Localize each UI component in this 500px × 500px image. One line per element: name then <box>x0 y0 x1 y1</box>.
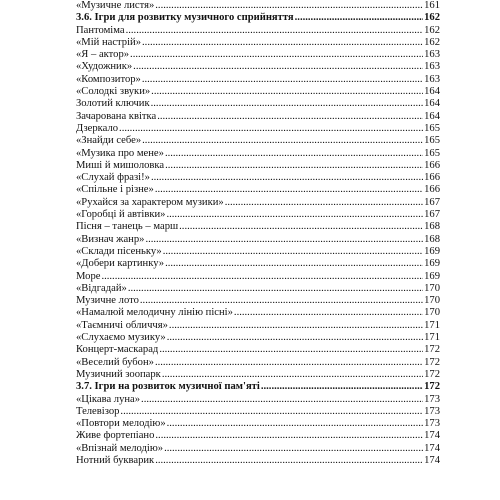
toc-entry-title: «Таємничі обличчя» <box>76 319 168 331</box>
dot-leader <box>162 369 423 381</box>
dot-leader <box>142 135 423 147</box>
toc-entry-title: «Художник» <box>76 61 133 73</box>
toc-entry <box>76 148 440 160</box>
toc-entry-page: 173 <box>424 418 440 430</box>
toc-entry-title: Миші й мишоловка <box>76 159 165 171</box>
toc-entry-page: 166 <box>424 172 440 184</box>
toc-entry-page: 169 <box>424 245 440 257</box>
toc-entry <box>76 74 440 86</box>
toc-entry <box>76 295 440 307</box>
toc-section-title: 3.7. Ігри на розвиток музичної пам'яті <box>76 381 260 393</box>
toc-entry-title: «Музика про мене» <box>76 147 164 159</box>
toc-entry <box>76 160 440 172</box>
toc-entry-title: Зачарована квітка <box>76 110 157 122</box>
toc-entry-title: «Намалюй мелодичну лінію пісні» <box>76 307 233 319</box>
toc-entry <box>76 455 440 467</box>
dot-leader <box>151 98 423 110</box>
toc-entry-page: 171 <box>424 319 440 331</box>
toc-section-heading <box>76 12 440 24</box>
dot-leader <box>133 61 423 73</box>
toc-entry-page: 174 <box>424 454 440 466</box>
toc-entry-page: 164 <box>424 98 440 110</box>
toc-entry-title: Золотий ключик <box>76 98 150 110</box>
toc-entry-page: 166 <box>424 184 440 196</box>
dot-leader <box>126 25 424 37</box>
toc-entry-title: Нотний букварик <box>76 454 155 466</box>
toc-entry <box>76 283 440 295</box>
toc-entry <box>76 197 440 209</box>
toc-entry <box>76 221 440 233</box>
toc-entry <box>76 86 440 98</box>
toc-entry <box>76 344 440 356</box>
toc-entry <box>76 369 440 381</box>
toc-entry-page: 173 <box>424 405 440 417</box>
toc-entry-title: «Склади пісеньку» <box>76 245 162 257</box>
dot-leader <box>145 234 423 246</box>
dot-leader <box>234 307 423 319</box>
toc-entry-title: «Музичне листя» <box>76 0 155 11</box>
toc-entry-page: 172 <box>424 381 440 393</box>
dot-leader <box>120 406 423 418</box>
dot-leader <box>130 49 423 61</box>
toc-entry-page: 165 <box>424 147 440 159</box>
toc-entry-page: 165 <box>424 122 440 134</box>
toc-entry-title: «Спільне і різне» <box>76 184 154 196</box>
toc-entry-page: 165 <box>424 135 440 147</box>
toc-entry <box>76 135 440 147</box>
toc-entry-title: «Я – актор» <box>76 49 130 61</box>
toc-entry-title: Музичне лото <box>76 295 139 307</box>
toc-entry <box>76 172 440 184</box>
toc-entry-title: «Слухаємо музику» <box>76 332 166 344</box>
toc-entry-title: «Солодкі звуки» <box>76 86 151 98</box>
toc-entry-title: Живе фортепіано <box>76 430 155 442</box>
dot-leader <box>151 172 423 184</box>
toc-entry-page: 163 <box>424 73 440 85</box>
dot-leader <box>151 86 423 98</box>
toc-entry-page: 161 <box>424 0 440 11</box>
toc-entry-title: «Повтори мелодію» <box>76 418 166 430</box>
toc-entry <box>76 430 440 442</box>
toc-entry-title: «Знайди себе» <box>76 135 142 147</box>
dot-leader <box>165 258 423 270</box>
toc-entry-title: «Рухайся за характером музики» <box>76 196 224 208</box>
toc-entry-page: 164 <box>424 110 440 122</box>
toc-entry-page: 174 <box>424 430 440 442</box>
dot-leader <box>155 0 423 12</box>
dot-leader <box>164 443 423 455</box>
toc-entry-title: Дзеркало <box>76 122 119 134</box>
dot-leader <box>169 320 423 332</box>
dot-leader <box>128 283 423 295</box>
toc-entry-title: «Композитор» <box>76 73 141 85</box>
dot-leader <box>119 123 423 135</box>
dot-leader <box>261 381 423 393</box>
toc-entry-title: Концерт-маскарад <box>76 344 159 356</box>
toc-entry-page: 162 <box>424 36 440 48</box>
toc-entry-page: 162 <box>424 24 440 36</box>
toc-entry-page: 162 <box>424 12 440 24</box>
toc-entry-title: «Добери картинку» <box>76 258 165 270</box>
toc-entry <box>76 98 440 110</box>
toc-entry-page: 164 <box>424 86 440 98</box>
toc-entry-page: 174 <box>424 442 440 454</box>
toc-entry-page: 169 <box>424 258 440 270</box>
toc-entry-page: 168 <box>424 233 440 245</box>
toc-entry-page: 168 <box>424 221 440 233</box>
toc-entry-title: Телевізор <box>76 405 120 417</box>
toc-entry <box>76 357 440 369</box>
toc-entry <box>76 258 440 270</box>
toc-entry-title: «Мій настрій» <box>76 36 142 48</box>
dot-leader <box>225 197 423 209</box>
toc-entry <box>76 234 440 246</box>
dot-leader <box>155 455 423 467</box>
dot-leader <box>295 12 423 24</box>
toc-entry-page: 167 <box>424 209 440 221</box>
toc-entry <box>76 49 440 61</box>
toc-entry <box>76 394 440 406</box>
dot-leader <box>155 184 423 196</box>
toc-entry <box>76 320 440 332</box>
toc-entry-title: Пантоміма <box>76 24 125 36</box>
toc-entry-page: 167 <box>424 196 440 208</box>
toc-entry <box>76 271 440 283</box>
toc-entry <box>76 123 440 135</box>
toc-entry-page: 170 <box>424 307 440 319</box>
dot-leader <box>142 37 423 49</box>
dot-leader <box>142 74 423 86</box>
toc-entry-page: 170 <box>424 295 440 307</box>
toc-entry-title: «Горобці й автівки» <box>76 209 166 221</box>
toc-entry <box>76 209 440 221</box>
dot-leader <box>167 332 423 344</box>
toc-entry-title: Пісня – танець – марш <box>76 221 179 233</box>
toc-entry-page: 172 <box>424 368 440 380</box>
toc-entry <box>76 37 440 49</box>
toc-entry <box>76 332 440 344</box>
table-of-contents <box>76 0 440 467</box>
toc-entry <box>76 246 440 258</box>
toc-entry-page: 172 <box>424 344 440 356</box>
toc-entry-page: 163 <box>424 61 440 73</box>
dot-leader <box>101 271 423 283</box>
toc-entry-page: 170 <box>424 282 440 294</box>
toc-entry-title: «Впізнай мелодію» <box>76 442 164 454</box>
dot-leader <box>155 430 423 442</box>
toc-section-heading <box>76 381 440 393</box>
dot-leader <box>179 221 423 233</box>
dot-leader <box>167 418 423 430</box>
toc-entry-page: 163 <box>424 49 440 61</box>
dot-leader <box>157 111 423 123</box>
dot-leader <box>155 357 423 369</box>
dot-leader <box>141 394 423 406</box>
toc-entry-title: «Слухай фразі!» <box>76 172 150 184</box>
toc-entry-title: Море <box>76 270 101 282</box>
dot-leader <box>159 344 423 356</box>
toc-entry-page: 166 <box>424 159 440 171</box>
toc-entry-title: «Веселий бубон» <box>76 356 154 368</box>
toc-entry <box>76 25 440 37</box>
toc-entry-title: «Визнач жанр» <box>76 233 145 245</box>
toc-entry <box>76 307 440 319</box>
toc-entry-page: 169 <box>424 270 440 282</box>
toc-entry <box>76 111 440 123</box>
toc-entry-title: Музичний зоопарк <box>76 368 161 380</box>
toc-entry <box>76 406 440 418</box>
dot-leader <box>166 209 423 221</box>
toc-entry-page: 171 <box>424 332 440 344</box>
dot-leader <box>165 148 423 160</box>
toc-entry <box>76 443 440 455</box>
toc-entry <box>76 0 440 12</box>
toc-entry-page: 173 <box>424 393 440 405</box>
toc-entry-page: 172 <box>424 356 440 368</box>
dot-leader <box>163 246 423 258</box>
toc-entry-title: «Відгадай» <box>76 282 127 294</box>
toc-entry-title: «Цікава луна» <box>76 393 141 405</box>
toc-entry <box>76 61 440 73</box>
dot-leader <box>140 295 423 307</box>
toc-entry <box>76 184 440 196</box>
dot-leader <box>165 160 423 172</box>
toc-entry <box>76 418 440 430</box>
toc-section-title: 3.6. Ігри для розвитку музичного сприйняття <box>76 12 294 24</box>
